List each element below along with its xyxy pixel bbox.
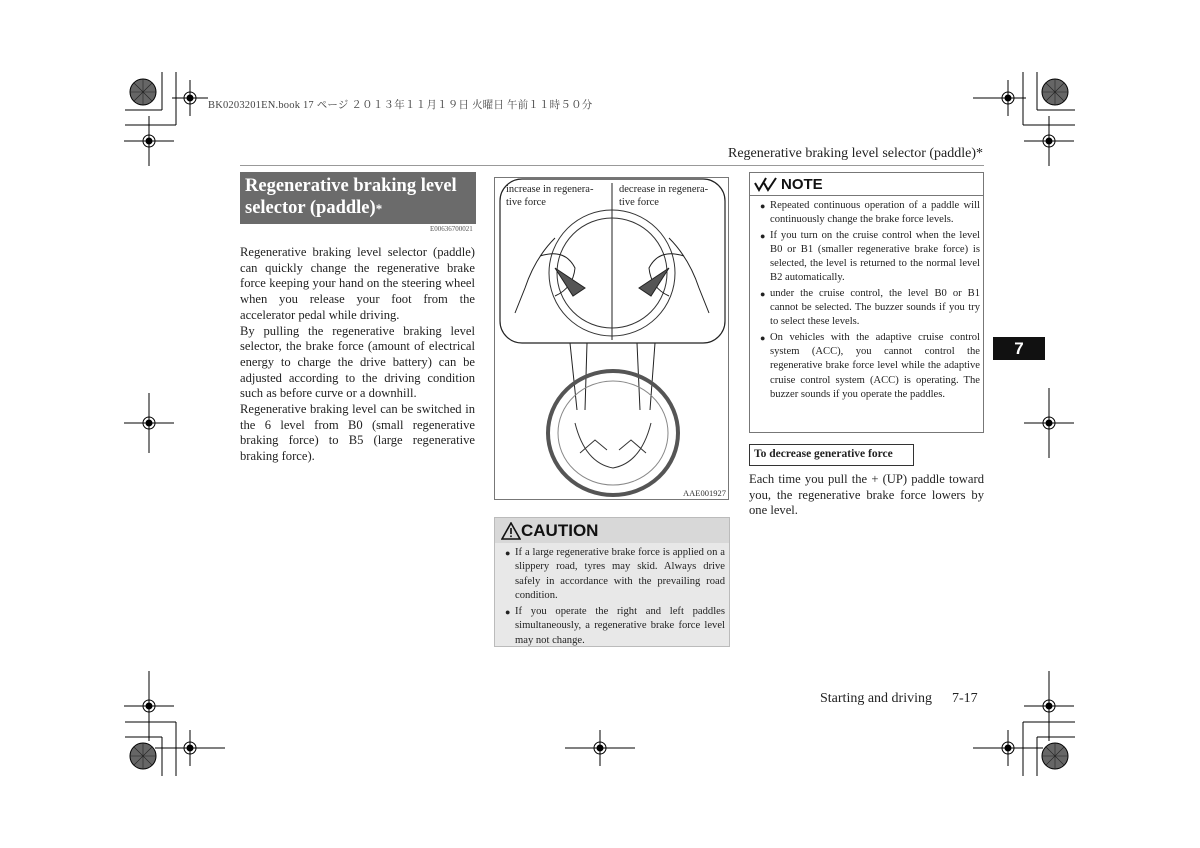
note-header (750, 173, 983, 196)
note-item: ● On vehicles with the adaptive cruise control system (ACC), you cannot control the regenerative brake force level while the adaptive cruise control system (ACC) is operating. The buzzer sounds if you operate the paddles. (760, 331, 980, 402)
page-footer (820, 691, 978, 707)
note-title: NOTE (781, 175, 823, 193)
caution-title: CAUTION (521, 520, 599, 540)
footer-section: Starting and driving (820, 691, 932, 706)
section-code: E00636700021 (430, 225, 473, 233)
body-para-2: By pulling the regenerative braking level selector, the brake force (amount of electrical energy to charge the drive battery) can be adjusted according to the driving condition such as before curve or a downhill. (240, 323, 475, 401)
body-para-1: Regenerative braking level selector (paddle) can quickly change the regenerative brake force keeping your hand on the steering wheel when you release your foot from the accelerator pedal while driving. (240, 245, 475, 322)
steering-figure (494, 177, 729, 500)
steering-wheel-illustration (495, 178, 728, 499)
note-item: ● Repeated continuous operation of a paddle will continuously change the brake force levels. (760, 199, 980, 228)
caution-box (494, 517, 730, 647)
page-number: 7-17 (952, 691, 978, 706)
figure-label-decrease: decrease in regenera-tive force (619, 184, 709, 208)
caution-header (495, 518, 729, 543)
header-rule (240, 165, 984, 166)
decrease-heading: To decrease generative force (749, 444, 914, 466)
body-left (240, 245, 475, 465)
section-title (240, 172, 476, 224)
file-info: BK0203201EN.book 17 ページ ２０１３年１１月１９日 火曜日 午前１１時５０分 (208, 100, 593, 111)
figure-label-increase: increase in regenera-tive force (506, 184, 594, 208)
decrease-body (749, 472, 984, 519)
note-box (749, 172, 984, 433)
figure-code: AAE001927 (683, 488, 726, 498)
decrease-text: Each time you pull the + (UP) paddle toward you, the regenerative brake force lowers by one level. (749, 472, 984, 518)
running-head: Regenerative braking level selector (paddle)* (728, 146, 983, 161)
note-item: ● If you turn on the cruise control when the level B0 or B1 (smaller regenerative brake force) is selected, the level is returned to the normal level B2 automatically. (760, 229, 980, 286)
chapter-tab: 7 (993, 337, 1045, 360)
section-title-text: Regenerative braking level selector (paddle) (245, 176, 457, 218)
body-para-3: Regenerative braking level can be switched in the 6 level from B0 (small regenerative braking force) to B5 (large regenerative braking force). (240, 402, 475, 464)
warning-triangle-icon (501, 522, 521, 540)
note-check-icon (754, 176, 778, 192)
caution-item: ● If you operate the right and left paddles simultaneously, a regenerative brake force level may not change. (505, 605, 725, 648)
note-item: ● under the cruise control, the level B0 or B1 cannot be selected. The buzzer sounds if you try to select these levels. (760, 287, 980, 330)
section-title-star: * (375, 201, 383, 216)
caution-item: ● If a large regenerative brake force is applied on a slippery road, tyres may skid. Always drive safely in accordance with the prevailing road condition. (505, 546, 725, 603)
